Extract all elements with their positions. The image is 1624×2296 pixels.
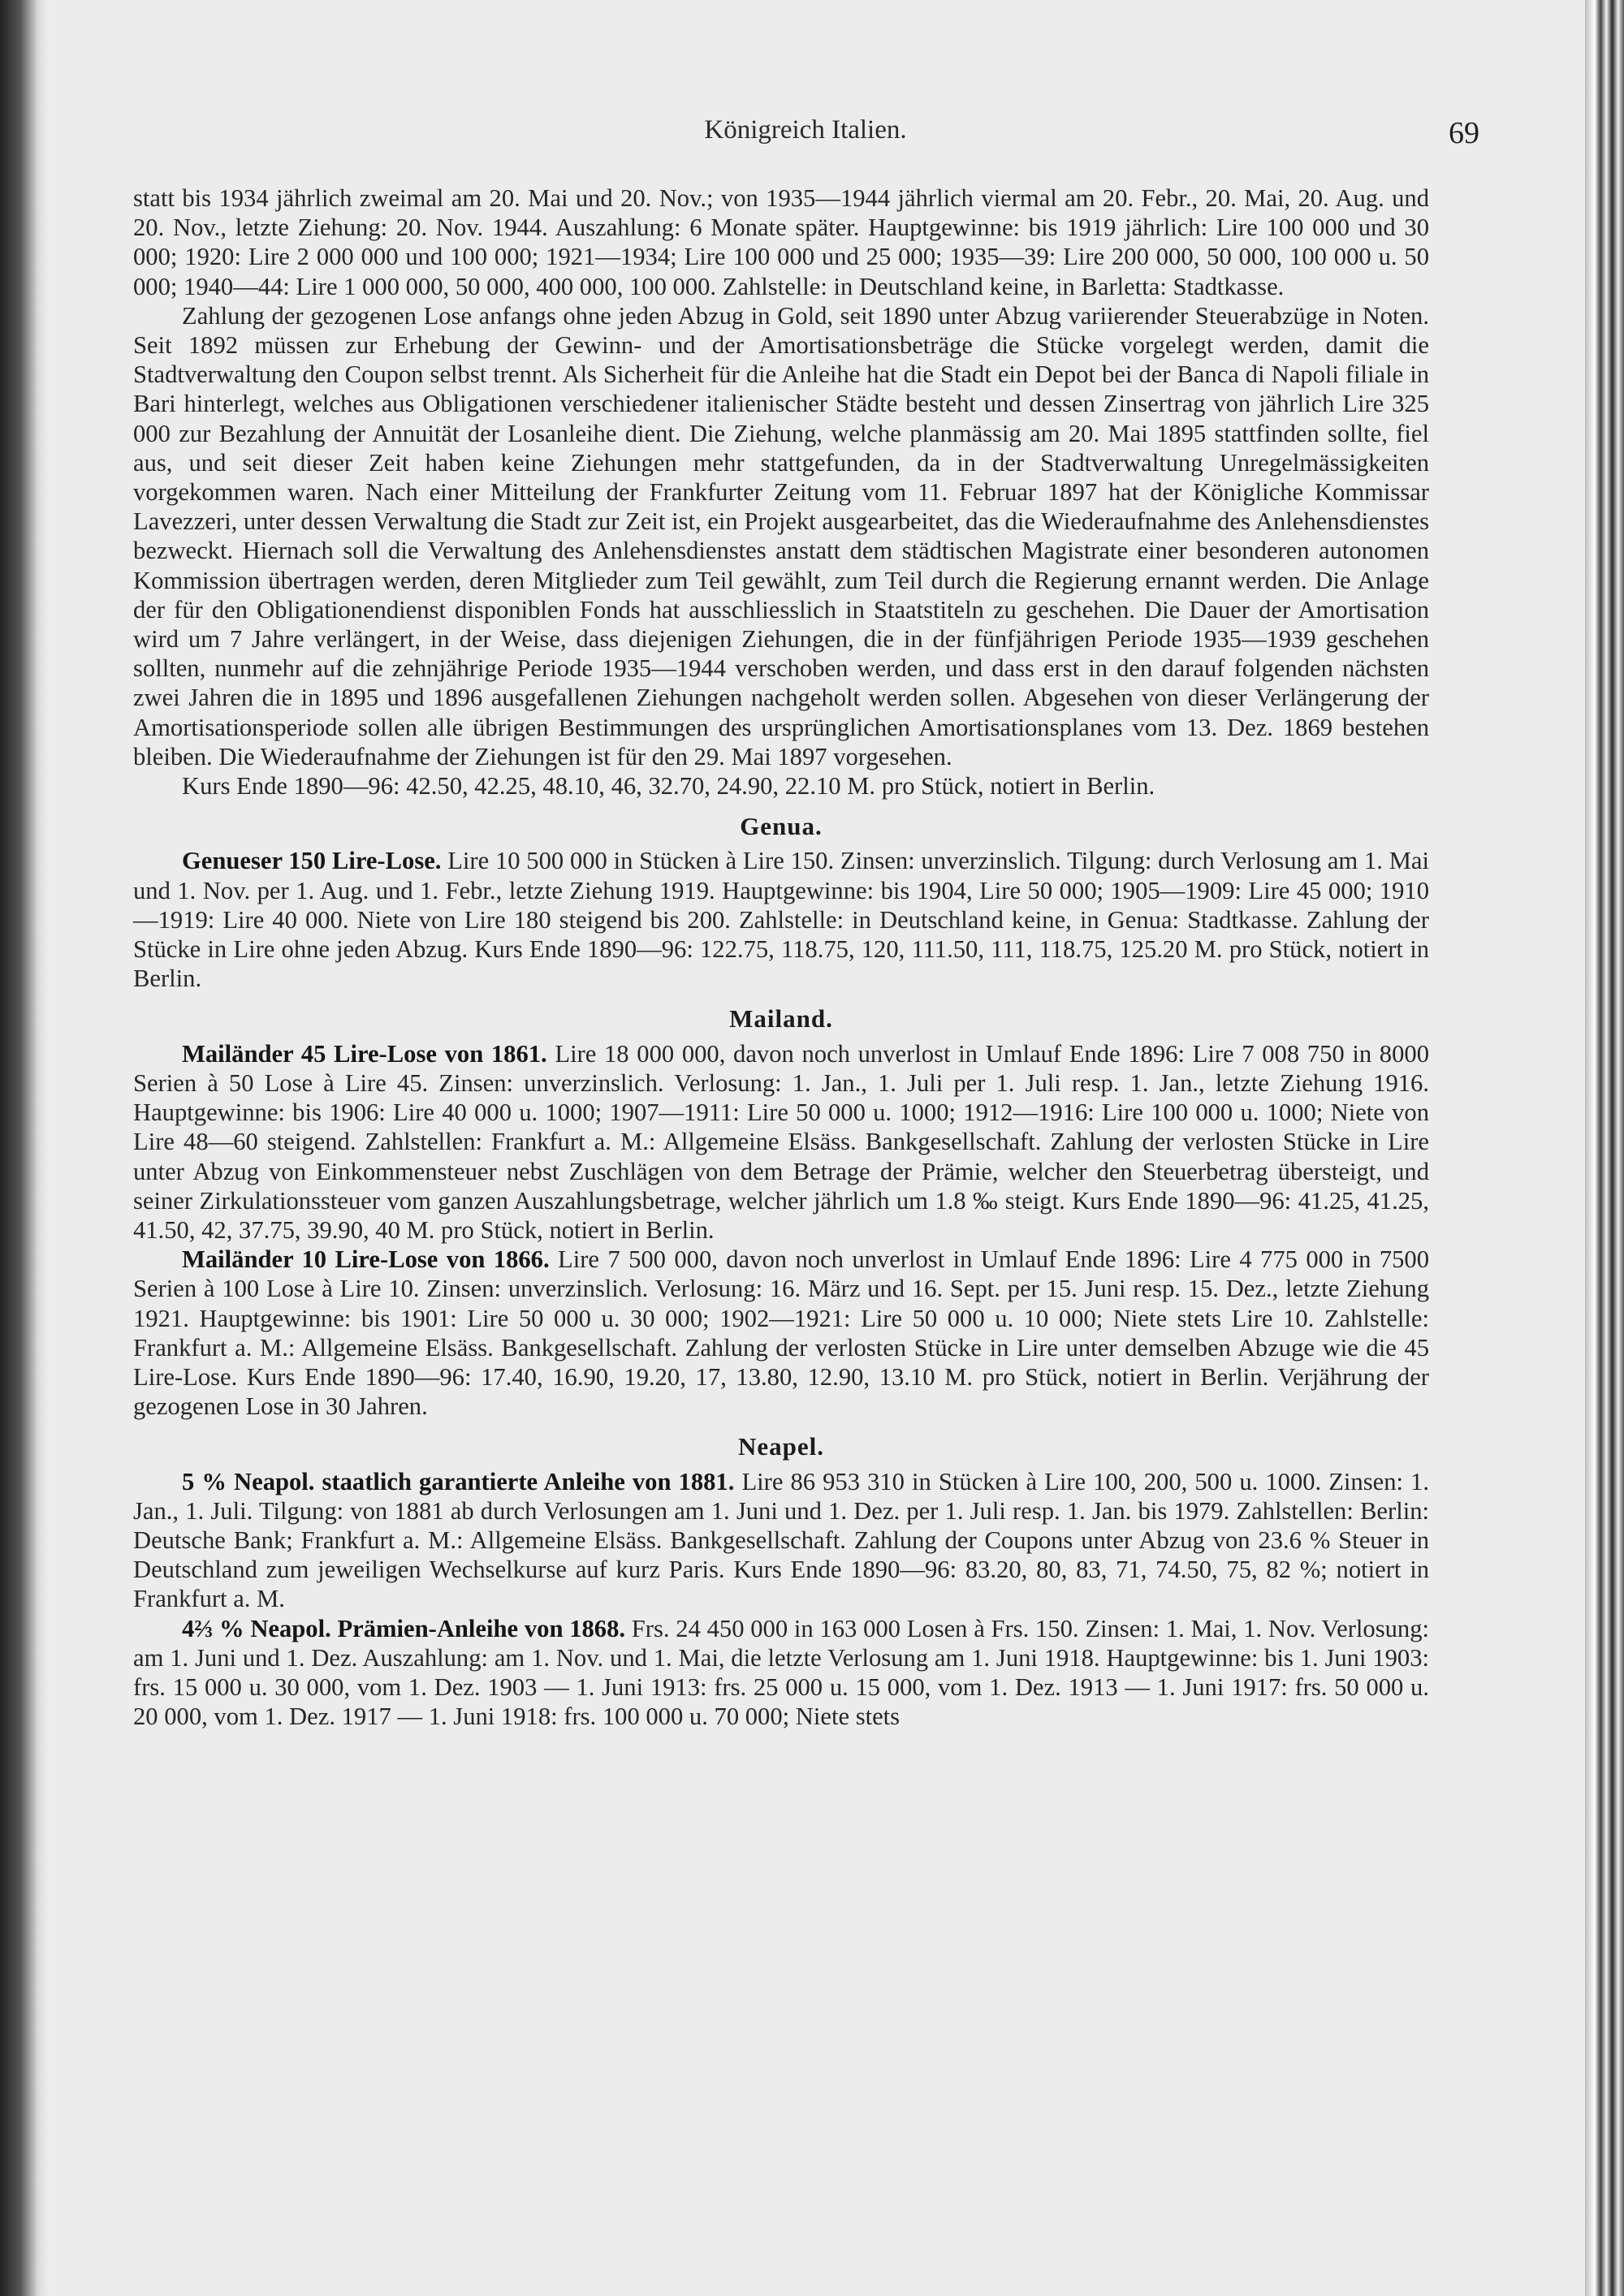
page-header (132, 115, 1479, 151)
entry-text: Frs. 24 450 000 in 163 000 Losen à Frs. 150. Zinsen: 1. Mai, 1. Nov. Verlosung: am 1. Juni und 1. Dez. Auszahlung: am 1. Nov. und 1. Mai, die letzte Verlosung am 1. Juni 1918. Hauptgewinne: bis 1. Juni 1903: frs. 15 000 u. 30 000, vom 1. Dez. 1903 — 1. Juni 1913: frs. 25 000 u. 15 000, vom 1. Dez. 1913 — 1. Juni 1917: frs. 50 000 u. 20 000, vom 1. Dez. 1917 — 1. Juni 1918: frs. 100 000 u. 70 000; Niete stets (133, 1614, 1429, 1731)
entry-title: 5 % Neapol. staatlich garantierte Anleihe von 1881. (182, 1467, 735, 1495)
body-text (133, 183, 1429, 1731)
book-page (50, 0, 1585, 2296)
entry-paragraph (133, 846, 1429, 993)
section-heading-mailand: Mailand. (729, 1004, 833, 1034)
paragraph: Zahlung der gezogenen Lose anfangs ohne jeden Abzug in Gold, seit 1890 unter Abzug variierender Steuerabzüge in Noten. Seit 1892 müssen zur Erhebung der Gewinn- und der Amortisationsbeträge die Stücke vorgelegt werden, damit die Stadtverwaltung den Coupon selbst trennt. Als Sicherheit für die Anleihe hat die Stadt ein Depot bei der Banca di Napoli filiale in Bari hinterlegt, welches aus Obligationen verschiedener italienischer Städte besteht und dessen Zinsertrag von jährlich Lire 325 000 zur Bezahlung der Annuität der Losanleihe dient. Die Ziehung, welche planmässig am 20. Mai 1895 stattfinden sollte, fiel aus, und seit dieser Zeit haben keine Ziehungen mehr stattgefunden, da in der Stadtverwaltung Unregelmässigkeiten vorgekommen waren. Nach einer Mitteilung der Frankfurter Zeitung vom 11. Februar 1897 hat der Königliche Kommissar Lavezzeri, unter dessen Verwaltung die Stadt zur Zeit ist, ein Projekt ausgearbeitet, das die Wiederaufnahme des Anlehensdienstes bezweckt. Hiernach soll die Verwaltung des Anlehensdienstes anstatt dem städtischen Magistrate einer besonderen autonomen Kommission übertragen werden, deren Mitglieder zum Teil gewählt, zum Teil durch die Regierung ernannt werden. Die Anlage der für den Obligationendienst disponiblen Fonds hat ausschliesslich in Staatstiteln zu geschehen. Die Dauer der Amortisation wird um 7 Jahre verlängert, in der Weise, dass diejenigen Ziehungen, die in der fünfjährigen Periode 1935—1939 geschehen sollten, nunmehr auf die zehnjährige Periode 1935—1944 verschoben werden, und dass erst in den darauf folgenden nächsten zwei Jahren die in 1895 und 1896 ausgefallenen Ziehungen nachgeholt werden sollen. Abgesehen von dieser Verlängerung der Amortisationsperiode sollen alle übrigen Bestimmungen des ursprünglichen Amortisationsplanes vom 13. Dez. 1869 bestehen bleiben. Die Wiederaufnahme der Ziehungen ist für den 29. Mai 1897 vorgesehen. (133, 301, 1429, 770)
entry-text: Lire 7 500 000, davon noch unverlost in Umlauf Ende 1896: Lire 4 775 000 in 7500 Serien à 100 Lose à Lire 10. Zinsen: unverzinslich. Verlosung: 16. März und 16. Sept. per 15. Juni resp. 15. Dez., letzte Ziehung 1921. Hauptgewinne: bis 1901: Lire 50 000 u. 30 000; 1902—1921: Lire 50 000 u. 10 000; Niete stets Lire 10. Zahlstelle: Frankfurt a. M.: Allgemeine Elsäss. Bankgesellschaft. Zahlung der verlosten Stücke in Lire unter demselben Abzuge wie die 45 Lire-Lose. Kurs Ende 1890—96: 17.40, 16.90, 19.20, 17, 13.80, 12.90, 13.10 M. pro Stück, notiert in Berlin. Verjährung der gezogenen Lose in 30 Jahren. (133, 1245, 1429, 1421)
section-heading-neapel: Neapel. (737, 1432, 824, 1461)
running-title: Königreich Italien. (704, 115, 907, 145)
paragraph: statt bis 1934 jährlich zweimal am 20. Mai und 20. Nov.; von 1935—1944 jährlich viermal am 20. Febr., 20. Mai, 20. Aug. und 20. Nov., letzte Ziehung: 20. Nov. 1944. Auszahlung: 6 Monate später. Hauptgewinne: bis 1919 jährlich: Lire 100 000 und 30 000; 1920: Lire 2 000 000 und 100 000; 1921—1934; Lire 100 000 und 25 000; 1935—39: Lire 200 000, 50 000, 100 000 u. 50 000; 1940—44: Lire 1 000 000, 50 000, 400 000, 100 000. Zahlstelle: in Deutschland keine, in Barletta: Stadtkasse. (133, 184, 1429, 300)
page-number: 69 (1449, 116, 1479, 150)
entry-title: Mailänder 45 Lire-Lose von 1861. (182, 1039, 547, 1068)
entry-paragraph (133, 1467, 1429, 1614)
entry-paragraph (133, 1039, 1429, 1245)
entry-paragraph (133, 1614, 1429, 1732)
entry-paragraph (133, 1245, 1429, 1421)
entry-title: 4⅔ % Neapol. Prämien-Anleihe von 1868. (182, 1614, 626, 1642)
entry-title: Genueser 150 Lire-Lose. (182, 847, 442, 875)
entry-text: Lire 10 500 000 in Stücken à Lire 150. Zinsen: unverzinslich. Tilgung: durch Verlosung am 1. Mai und 1. Nov. per 1. Aug. und 1. Febr., letzte Ziehung 1919. Hauptgewinne: bis 1904, Lire 50 000; 1905—1909: Lire 45 000; 1910—1919: Lire 40 000. Niete von Lire 180 steigend bis 200. Zahlstelle: in Deutschland keine, in Genua: Stadtkasse. Zahlung der Stücke in Lire ohne jeden Abzug. Kurs Ende 1890—96: 122.75, 118.75, 120, 111.50, 111, 118.75, 125.20 M. pro Stück, notiert in Berlin. (133, 847, 1429, 993)
entry-title: Mailänder 10 Lire-Lose von 1866. (182, 1245, 550, 1274)
entry-text: Lire 86 953 310 in Stücken à Lire 100, 200, 500 u. 1000. Zinsen: 1. Jan., 1. Juli. Tilgung: von 1881 ab durch Verlosungen am 1. Juni und 1. Dez. per 1. Juli resp. 1. Jan. bis 1979. Zahlstellen: Berlin: Deutsche Bank; Frankfurt a. M.: Allgemeine Elsäss. Bankgesellschaft. Zahlung der Coupons unter Abzug von 23.6 % Steuer in Deutschland zum jeweiligen Wechselkurse auf kurz Paris. Kurs Ende 1890—96: 83.20, 80, 83, 71, 74.50, 75, 82 %; notiert in Frankfurt a. M. (133, 1467, 1429, 1613)
entry-text: Lire 18 000 000, davon noch unverlost in Umlauf Ende 1896: Lire 7 008 750 in 8000 Serien à 50 Lose à Lire 45. Zinsen: unverzinslich. Verlosung: 1. Jan., 1. Juli per 1. Juli resp. 1. Jan., letzte Ziehung 1916. Hauptgewinne: bis 1906: Lire 40 000 u. 1000; 1907—1911: Lire 50 000 u. 1000; 1912—1916: Lire 100 000 u. 1000; Niete von Lire 48—60 steigend. Zahlstellen: Frankfurt a. M.: Allgemeine Elsäss. Bankgesellschaft. Zahlung der verlosten Stücke in Lire unter Abzug von Einkommensteuer nebst Zuschlägen von dem Betrage der Prämie, welcher den Steuerbetrag übersteigt, und seiner Zirkulationssteuer vom ganzen Auszahlungsbetrage, welcher jährlich um 1.8 ‰ steigt. Kurs Ende 1890—96: 41.25, 41.25, 41.50, 42, 37.75, 39.90, 40 M. pro Stück, notiert in Berlin. (133, 1039, 1429, 1244)
left-binding-edge (0, 0, 50, 2296)
section-heading-genua: Genua. (740, 812, 823, 841)
paragraph: Kurs Ende 1890—96: 42.50, 42.25, 48.10, 46, 32.70, 24.90, 22.10 M. pro Stück, notiert in Berlin. (182, 772, 1155, 801)
right-page-edges (1585, 0, 1624, 2296)
